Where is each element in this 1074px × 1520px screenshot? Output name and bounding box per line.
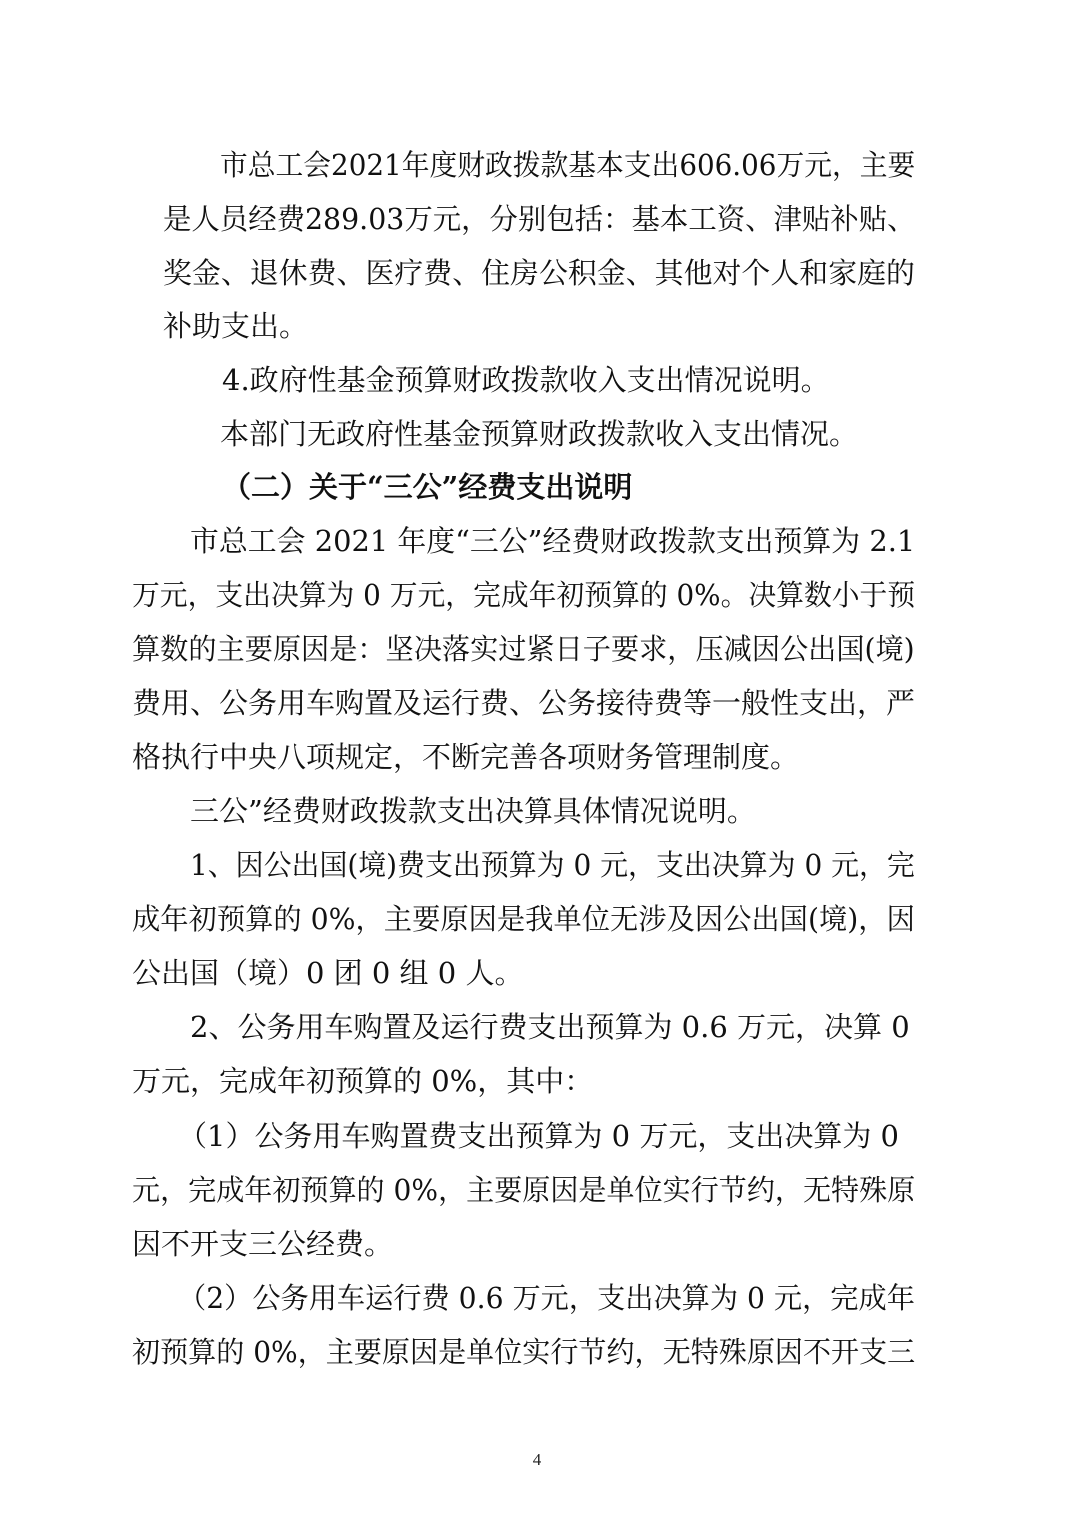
paragraph-line-4: 补助支出。 [163,309,309,343]
paragraph-line-6: 本部门无政府性基金预算财政拨款收入支出情况。 [220,417,859,451]
paragraph-line-21: 因不开支三公经费。 [132,1227,394,1261]
paragraph-line-19: （1）公务用车购置费支出预算为 0 万元，支出决算为 0 [178,1119,900,1153]
paragraph-line-22: （2）公务用车运行费 0.6 万元，支出决算为 0 元，完成年 [178,1281,915,1315]
paragraph-line-18: 万元，完成年初预算的 0%，其中： [132,1064,594,1098]
paragraph-line-15: 成年初预算的 0%，主要原因是我单位无涉及因公出国(境)，因 [132,902,915,936]
paragraph-line-16: 公出国（境）0 团 0 组 0 人。 [132,956,524,990]
paragraph-line-10: 算数的主要原因是：坚决落实过紧日子要求，压减因公出国(境) [132,632,915,666]
paragraph-line-3: 奖金、退休费、医疗费、住房公积金、其他对个人和家庭的 [163,256,915,290]
paragraph-line-13: 三公”经费财政拨款支出决算具体情况说明。 [190,794,756,828]
section-subheading-4: 4.政府性基金预算财政拨款收入支出情况说明。 [222,363,830,397]
paragraph-line-9: 万元，支出决算为 0 万元，完成年初预算的 0%。决算数小于预 [132,578,916,612]
paragraph-line-2: 是人员经费289.03万元，分别包括：基本工资、津贴补贴、 [163,202,916,236]
paragraph-line-8: 市总工会 2021 年度“三公”经费财政拨款支出预算为 2.1 [190,524,916,558]
paragraph-line-14: 1、因公出国(境)费支出预算为 0 元，支出决算为 0 元，完 [190,848,915,882]
page-number: 4 [532,1450,542,1469]
paragraph-line-1: 市总工会2021年度财政拨款基本支出606.06万元，主要 [220,148,916,182]
paragraph-line-17: 2、公务用车购置及运行费支出预算为 0.6 万元，决算 0 [190,1010,910,1044]
paragraph-line-11: 费用、公务用车购置及运行费、公务接待费等一般性支出，严 [132,686,916,720]
paragraph-line-23: 初预算的 0%，主要原因是单位实行节约，无特殊原因不开支三 [132,1335,916,1369]
paragraph-line-12: 格执行中央八项规定，不断完善各项财务管理制度。 [132,740,800,774]
section-heading-2: （二）关于“三公”经费支出说明 [222,470,633,504]
paragraph-line-20: 元，完成年初预算的 0%，主要原因是单位实行节约，无特殊原 [132,1173,916,1207]
